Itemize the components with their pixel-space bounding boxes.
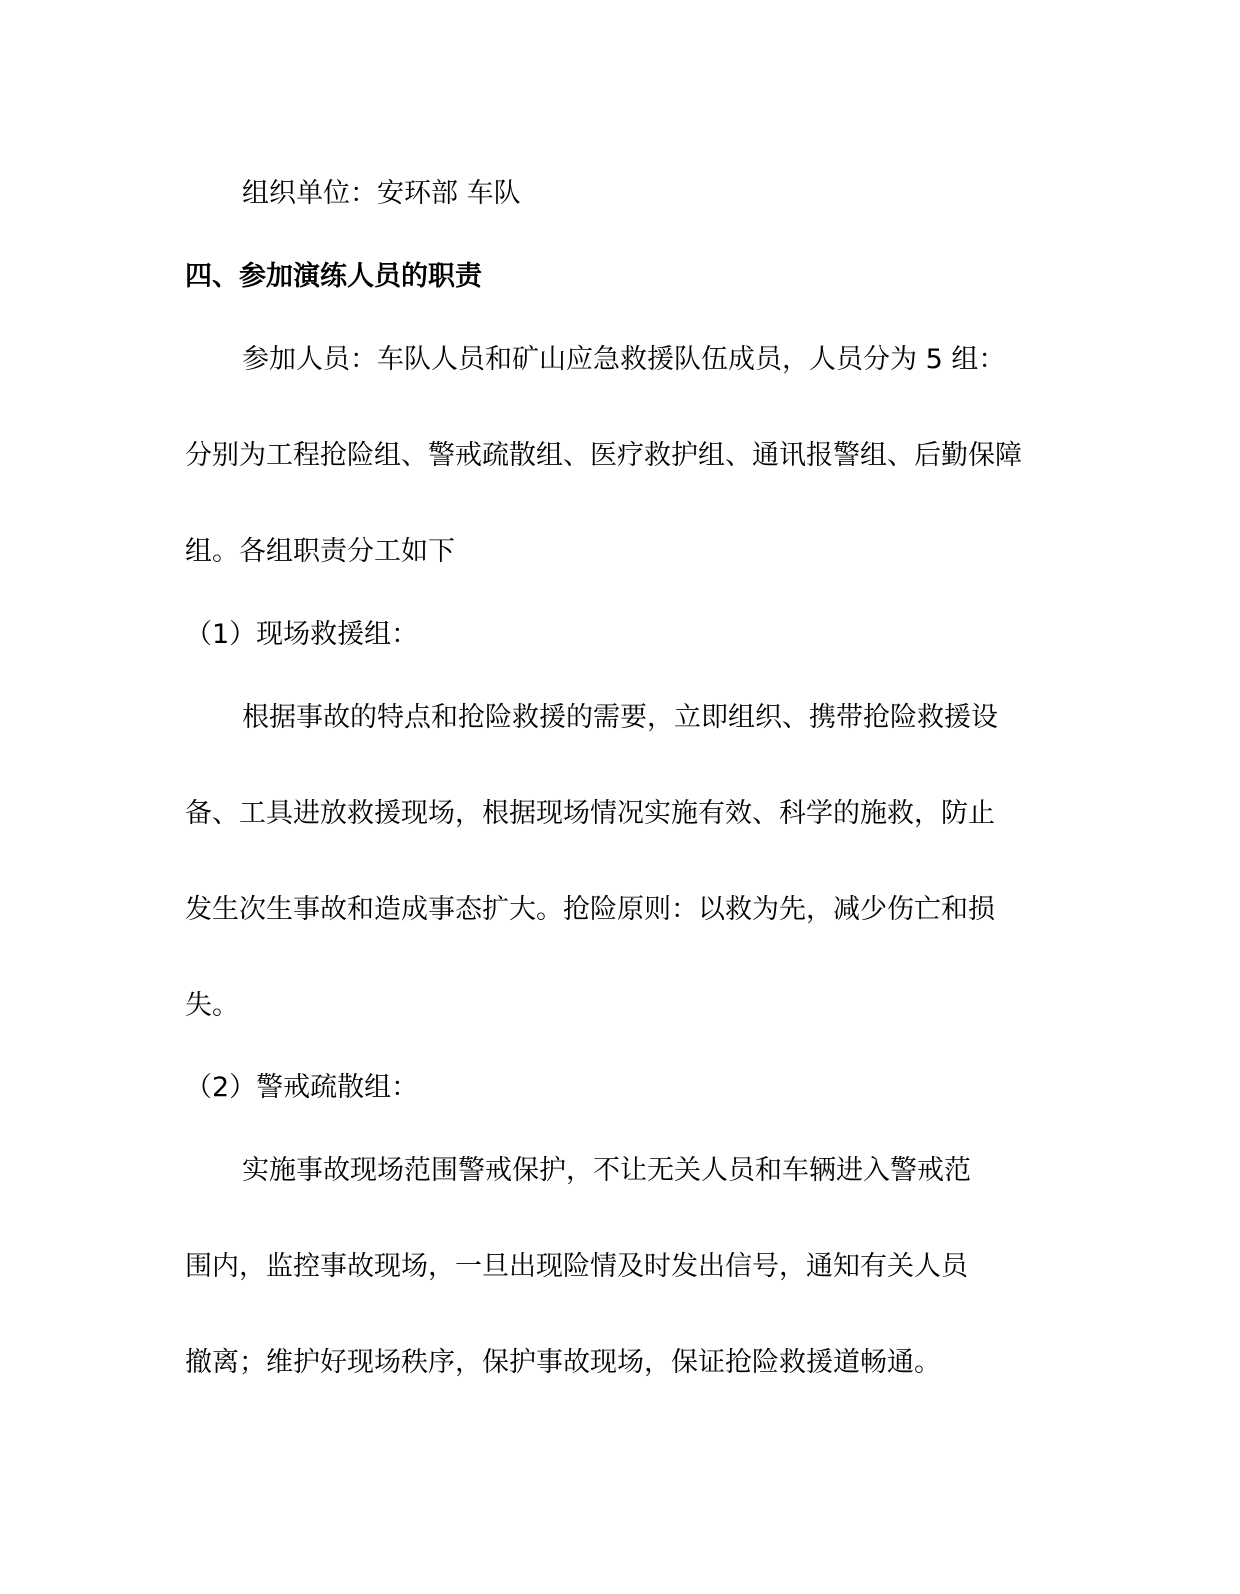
group1-line-2: 备、工具进放救援现场，根据现场情况实施有效、科学的施救，防止: [185, 798, 995, 829]
group2-title: （2）警戒疏散组：: [185, 1072, 419, 1103]
group2-line-3: 撤离；维护好现场秩序，保护事故现场，保证抢险救援道畅通。: [185, 1347, 941, 1378]
group2-line-2: 围内，监控事故现场，一旦出现险情及时发出信号，通知有关人员: [185, 1251, 968, 1282]
group1-line-1: 根据事故的特点和抢险救援的需要，立即组织、携带抢险救援设: [242, 702, 998, 733]
group1-title: （1）现场救援组：: [185, 619, 419, 650]
participants-line-1: 参加人员：车队人员和矿山应急救援队伍成员，人员分为 5 组：: [242, 344, 1006, 375]
group1-line-4: 失。: [185, 990, 239, 1021]
org-unit-line: 组织单位：安环部 车队: [242, 178, 521, 209]
participants-line-2: 分别为工程抢险组、警戒疏散组、医疗救护组、通讯报警组、后勤保障: [185, 440, 1022, 471]
section-four-heading: 四、参加演练人员的职责: [185, 261, 482, 292]
group1-line-3: 发生次生事故和造成事态扩大。抢险原则：以救为先，减少伤亡和损: [185, 894, 995, 925]
participants-line-3: 组。各组职责分工如下: [185, 536, 455, 567]
group2-line-1: 实施事故现场范围警戒保护，不让无关人员和车辆进入警戒范: [242, 1155, 971, 1186]
